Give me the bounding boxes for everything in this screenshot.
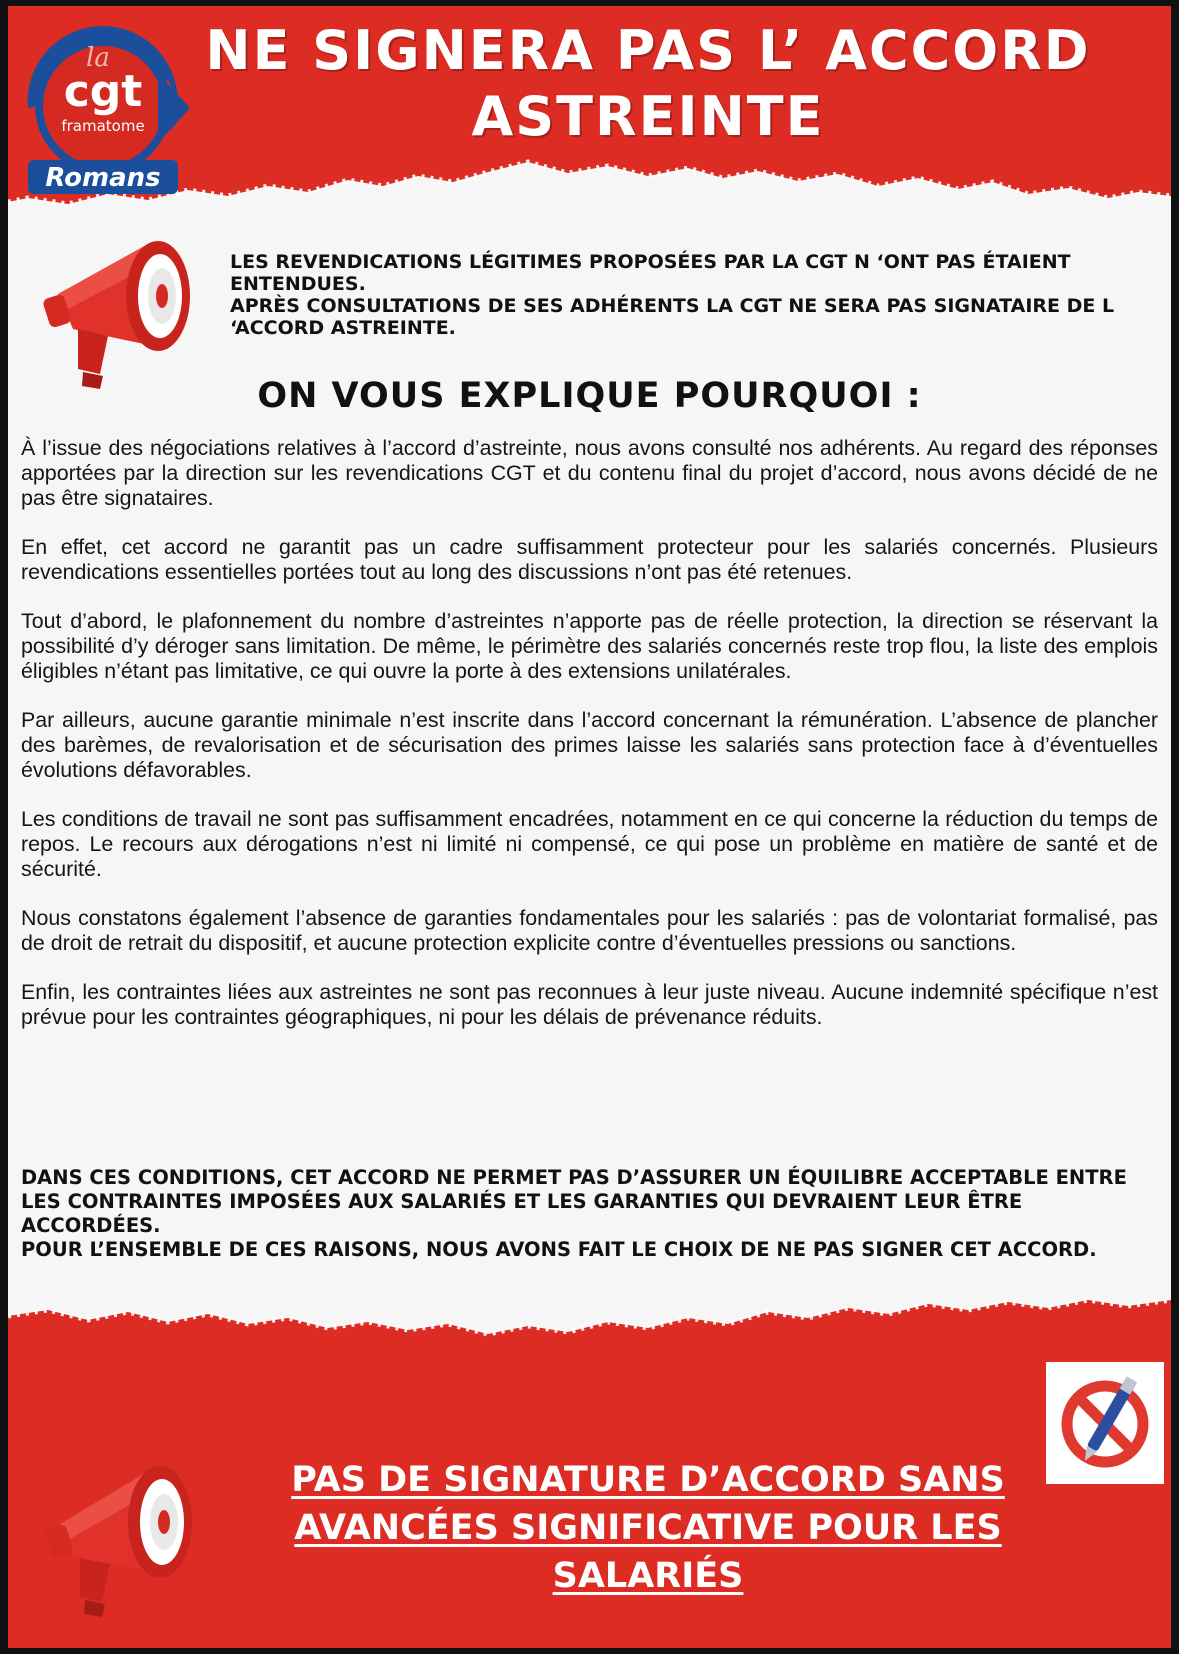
page-title: [198, 18, 1098, 150]
intro-statement: [230, 251, 1130, 339]
paragraph: Par ailleurs, aucune garantie minimale n’est inscrite dans l’accord concernant la rémunération. L’absence de plancher des barèmes, de revalorisation et de sécurisation des primes laisse les salariés sans protection face à d’éventuelles évolutions défavorables.: [21, 708, 1158, 782]
conclusion-line-1: DANS CES CONDITIONS, CET ACCORD NE PERMET PAS D’ASSURER UN ÉQUILIBRE ACCEPTABLE ENTRE LES CONTRAINTES IMPOSÉES AUX SALARIÉS ET LES GARANTIES QUI DEVRAIENT LEUR ÊTRE ACCORDÉES.: [21, 1166, 1127, 1237]
body-text: [21, 436, 1158, 1054]
title-line-2: ASTREINTE: [471, 85, 825, 148]
flyer-page: [8, 6, 1171, 1648]
conclusion-line-2: POUR L’ENSEMBLE DE CES RAISONS, NOUS AVONS FAIT LE CHOIX DE NE PAS SIGNER CET ACCORD.: [21, 1238, 1097, 1261]
title-line-1: NE SIGNERA PAS L’ ACCORD: [205, 19, 1091, 82]
megaphone-icon: [38, 1446, 213, 1621]
section-heading: ON VOUS EXPLIQUE POURQUOI :: [257, 376, 922, 416]
slogan-line-1: PAS DE SIGNATURE D’ACCORD SANS: [291, 1460, 1005, 1500]
logo-acronym-text: cgt: [63, 66, 143, 117]
paragraph: À l’issue des négociations relatives à l’accord d’astreinte, nous avons consulté nos adhérents. Au regard des réponses apportées par la direction sur les revendications CGT et du contenu final du projet d’accord, nous avons décidé de ne pas être signataires.: [21, 436, 1158, 510]
logo-script-text: la: [86, 43, 110, 73]
paragraph: Enfin, les contraintes liées aux astreintes ne sont pas reconnues à leur juste niveau. Aucune indemnité spécifique n’est prévue pour les contraintes géographiques, ni pour les délais de prévenance réduits.: [21, 980, 1158, 1029]
paragraph: Nous constatons également l’absence de garanties fondamentales pour les salariés : pas de volontariat formalisé, pas de droit de retrait du dispositif, et aucune protection explicite contre d’éventuelles pressions ou sanctions.: [21, 906, 1158, 955]
slogan-line-2: AVANCÉES SIGNIFICATIVE POUR LES SALARIÉS: [294, 1508, 1002, 1596]
footer-slogan: [198, 1456, 1098, 1600]
intro-line-2: APRÈS CONSULTATIONS DE SES ADHÉRENTS LA CGT NE SERA PAS SIGNATAIRE DE L ‘ACCORD ASTREINTE.: [230, 295, 1115, 339]
conclusion-statement: [21, 1166, 1141, 1262]
paragraph: Tout d’abord, le plafonnement du nombre d’astreintes n’apporte pas de réelle protection, la direction se réservant la possibilité d’y déroger sans limitation. De même, le périmètre des salariés concernés reste trop flou, la liste des emplois éligibles n’étant pas limitative, ce qui ouvre la porte à des extensions unilatérales.: [21, 609, 1158, 683]
paragraph: Les conditions de travail ne sont pas suffisamment encadrées, notamment en ce qui concerne la réduction du temps de repos. Le recours aux dérogations n’est ni limité ni compensé, ce qui pose un problème en matière de santé et de sécurité.: [21, 807, 1158, 881]
logo-site-text: Romans: [45, 163, 161, 193]
megaphone-icon: [38, 224, 213, 394]
intro-line-1: LES REVENDICATIONS LÉGITIMES PROPOSÉES PAR LA CGT N ‘ONT PAS ÉTAIENT ENTENDUES.: [230, 251, 1071, 295]
cgt-logo: [8, 18, 198, 200]
paragraph: En effet, cet accord ne garantit pas un cadre suffisamment protecteur pour les salariés concernés. Plusieurs revendications essentielles portées tout au long des discussions n’ont pas été retenues.: [21, 535, 1158, 584]
logo-company-text: framatome: [61, 117, 145, 135]
